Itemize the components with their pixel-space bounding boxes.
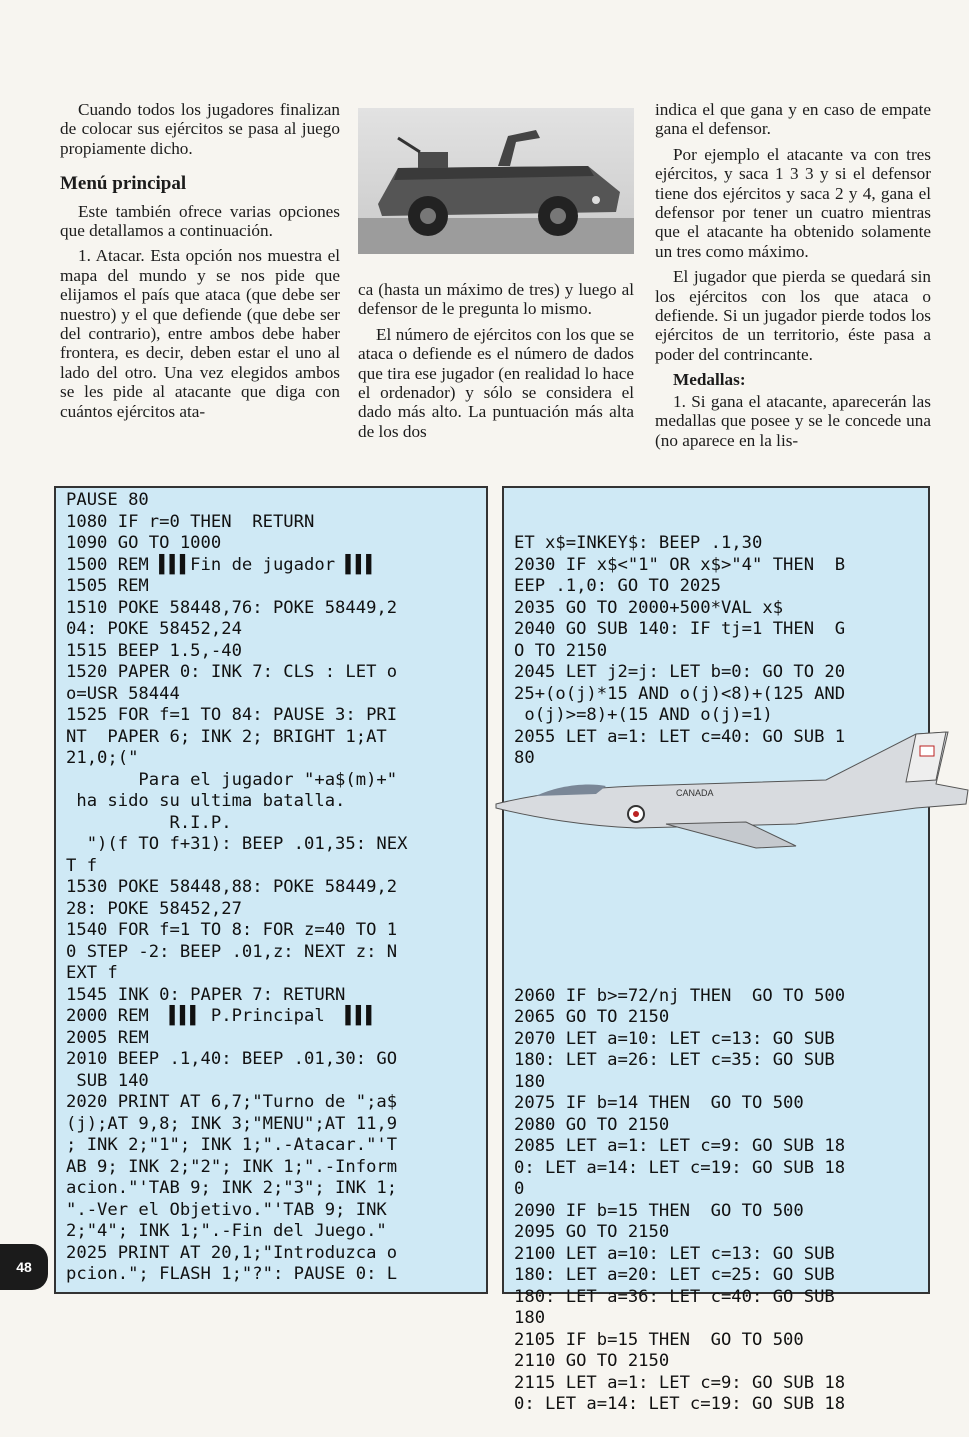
paragraph: El jugador que pierda se quedará sin los ejércitos con los que ataca o defiende. Si un jugador pierde todos los ejércitos de un territorio, éste pasa a poder del contrincante. — [655, 267, 931, 364]
medallas-heading: Medallas: — [673, 370, 746, 390]
code-line: R.I.P. — [66, 812, 232, 833]
code-line: 2;"4"; INK 1;".-Fin del Juego." — [66, 1221, 387, 1241]
code-line: 0: LET a=14: LET c=19: GO SUB 18 — [514, 1394, 846, 1414]
code-line: 1530 POKE 58448,88: POKE 58449,2 — [66, 877, 398, 897]
article-column-3 — [655, 100, 931, 456]
code-line: pcion."; FLASH 1;"?": PAUSE 0: L — [66, 1264, 398, 1284]
code-line: (j);AT 9,8; INK 3;"MENU";AT 11,9 — [66, 1113, 398, 1134]
code-line: Para el jugador "+a$(m)+" — [66, 769, 398, 790]
fighter-jet-image — [496, 724, 968, 852]
code-line: AB 9; INK 2;"2"; INK 1;".-Inform — [66, 1156, 398, 1177]
code-line: 180: LET a=36: LET c=40: GO SUB — [514, 1286, 835, 1307]
code-line: ; INK 2;"1"; INK 1;".-Atacar."'T — [66, 1135, 398, 1155]
code-line: 180: LET a=20: LET c=25: GO SUB — [514, 1265, 835, 1285]
page-number: 48 — [0, 1244, 48, 1290]
code-line: 1090 GO TO 1000 — [66, 533, 222, 553]
article-column-2 — [358, 280, 634, 447]
code-line: 2090 IF b=15 THEN GO TO 500 — [514, 1200, 804, 1221]
code-line: 180: LET a=26: LET c=35: GO SUB — [514, 1050, 835, 1070]
code-line: 1545 INK 0: PAPER 7: RETURN — [66, 984, 346, 1005]
code-line: 2055 LET a=1: LET c=40: GO SUB 1 — [514, 726, 846, 747]
code-line: 2020 PRINT AT 6,7;"Turno de ";a$ — [66, 1092, 398, 1112]
paragraph: ca (hasta un máximo de tres) y luego al defensor de le pregunta lo mismo. — [358, 280, 634, 319]
code-line: 1080 IF r=0 THEN RETURN — [66, 511, 315, 532]
vehicle-photo — [358, 108, 634, 254]
code-line: 2025 PRINT AT 20,1;"Introduzca o — [66, 1242, 398, 1263]
code-listing-right — [502, 486, 930, 1414]
paragraph: 1. Atacar. Esta opción nos muestra el mapa del mundo y se nos pide que elijamos el país que ataca (que debe ser nuestro) y el que defiende (que debe ser del contrario), entre ambos debe haber frontera, es decir, deben estar el uno al lado del otro. Una vez elegidos ambos se les pide al atacante que diga con cuántos ejércitos ata- — [60, 246, 340, 421]
code-line: ".-Ver el Objetivo."'TAB 9; INK — [66, 1199, 387, 1220]
code-line: 2110 GO TO 2150 — [514, 1351, 670, 1371]
code-line: PAUSE 80 — [66, 490, 149, 510]
code-line: 2060 IF b>=72/nj THEN GO TO 500 — [514, 985, 846, 1006]
code-line: acion."'TAB 9; INK 2;"3"; INK 1; — [66, 1178, 398, 1198]
code-line: 1520 PAPER 0: INK 7: CLS : LET o — [66, 662, 398, 682]
article-column-1 — [60, 100, 340, 427]
code-line: 1515 BEEP 1.5,-40 — [66, 640, 242, 661]
code-line: o(j)>=8)+(15 AND o(j)=1) — [514, 705, 773, 725]
code-line: 2000 REM ▌▌▌ P.Principal ▌▌▌ — [66, 1006, 377, 1026]
code-line: 2040 GO SUB 140: IF tj=1 THEN G — [514, 619, 846, 639]
paragraph: Por ejemplo el atacante va con tres ejércitos, y saca 1 3 3 y si el defensor tiene dos ejércitos y saca 2 y 4, gana el defensor por tener un cuatro mientras que el atacante ha obtenido solamente un tres como máximo. — [655, 144, 931, 261]
code-line: 1525 FOR f=1 TO 84: PAUSE 3: PRI — [66, 705, 398, 725]
code-line: 21,0;(" — [66, 748, 139, 768]
code-line: NT PAPER 6; INK 2; BRIGHT 1;AT — [66, 726, 387, 747]
code-line: O TO 2150 — [514, 640, 608, 661]
code-line: 1540 FOR f=1 TO 8: FOR z=40 TO 1 — [66, 920, 398, 940]
code-line: 2065 GO TO 2150 — [514, 1007, 670, 1027]
code-listing-left — [54, 486, 488, 1294]
code-line: 2005 REM — [66, 1027, 149, 1048]
code-line: ET x$=INKEY$: BEEP .1,30 — [514, 533, 763, 553]
code-line: 25+(o(j)*15 AND o(j)<8)+(125 AND — [514, 683, 846, 704]
code-line: o=USR 58444 — [66, 683, 180, 704]
code-line: 04: POKE 58452,24 — [66, 619, 242, 639]
code-line: 2070 LET a=10: LET c=13: GO SUB — [514, 1028, 835, 1049]
code-line: 2100 LET a=10: LET c=13: GO SUB — [514, 1243, 835, 1264]
code-line: 2080 GO TO 2150 — [514, 1114, 670, 1135]
code-line: ha sido su ultima batalla. — [66, 791, 346, 811]
code-line: ")(f TO f+31): BEEP .01,35: NEX — [66, 834, 408, 854]
code-line: 0 — [514, 1179, 525, 1199]
paragraph: indica el que gana y en caso de empate gana el defensor. — [655, 100, 931, 139]
code-line: EEP .1,0: GO TO 2025 — [514, 576, 721, 596]
code-line: 2035 GO TO 2000+500*VAL x$ — [514, 597, 784, 618]
code-block-bottom — [514, 986, 928, 1416]
paragraph: 1. Si gana el atacante, aparecerán las medallas que posee y se le concede una (no aparece en la lis- — [655, 391, 931, 450]
code-line: T f — [66, 855, 98, 876]
code-line: 0 STEP -2: BEEP .01,z: NEXT z: N — [66, 941, 398, 962]
code-line: 1505 REM — [66, 576, 149, 596]
code-line: EXT f — [66, 963, 118, 983]
paragraph: El número de ejércitos con los que se ataca o defiende es el número de dados que tira ese jugador (en realidad lo hace el ordenador) y sólo se considera el dado más alto. La puntuación más alta de los dos — [358, 324, 634, 441]
paragraph: Cuando todos los jugadores finalizan de colocar sus ejércitos se pasa al juego propiamente dicho. — [60, 100, 340, 158]
code-line: 2045 LET j2=j: LET b=0: GO TO 20 — [514, 662, 846, 682]
code-line: 80 — [514, 748, 535, 768]
jet-marking: CANADA — [676, 788, 714, 798]
code-line: 2030 IF x$<"1" OR x$>"4" THEN B — [514, 554, 846, 575]
code-line: 28: POKE 58452,27 — [66, 898, 242, 919]
code-line: 2085 LET a=1: LET c=9: GO SUB 18 — [514, 1136, 846, 1156]
code-line: SUB 140 — [66, 1070, 149, 1091]
code-line: 2105 IF b=15 THEN GO TO 500 — [514, 1329, 804, 1350]
code-line: 2115 LET a=1: LET c=9: GO SUB 18 — [514, 1372, 846, 1393]
paragraph: Este también ofrece varias opciones que detallamos a continuación. — [60, 201, 340, 241]
code-line: 2075 IF b=14 THEN GO TO 500 — [514, 1093, 804, 1113]
code-line: 180 — [514, 1071, 546, 1092]
code-line: 2095 GO TO 2150 — [514, 1222, 670, 1242]
code-line: 1500 REM ▌▌▌Fin de jugador ▌▌▌ — [66, 554, 377, 575]
code-line: 0: LET a=14: LET c=19: GO SUB 18 — [514, 1157, 846, 1178]
code-line: 1510 POKE 58448,76: POKE 58449,2 — [66, 597, 398, 618]
code-line: 180 — [514, 1308, 546, 1328]
code-line: 2010 BEEP .1,40: BEEP .01,30: GO — [66, 1049, 398, 1069]
section-heading: Menú principal — [60, 173, 187, 195]
